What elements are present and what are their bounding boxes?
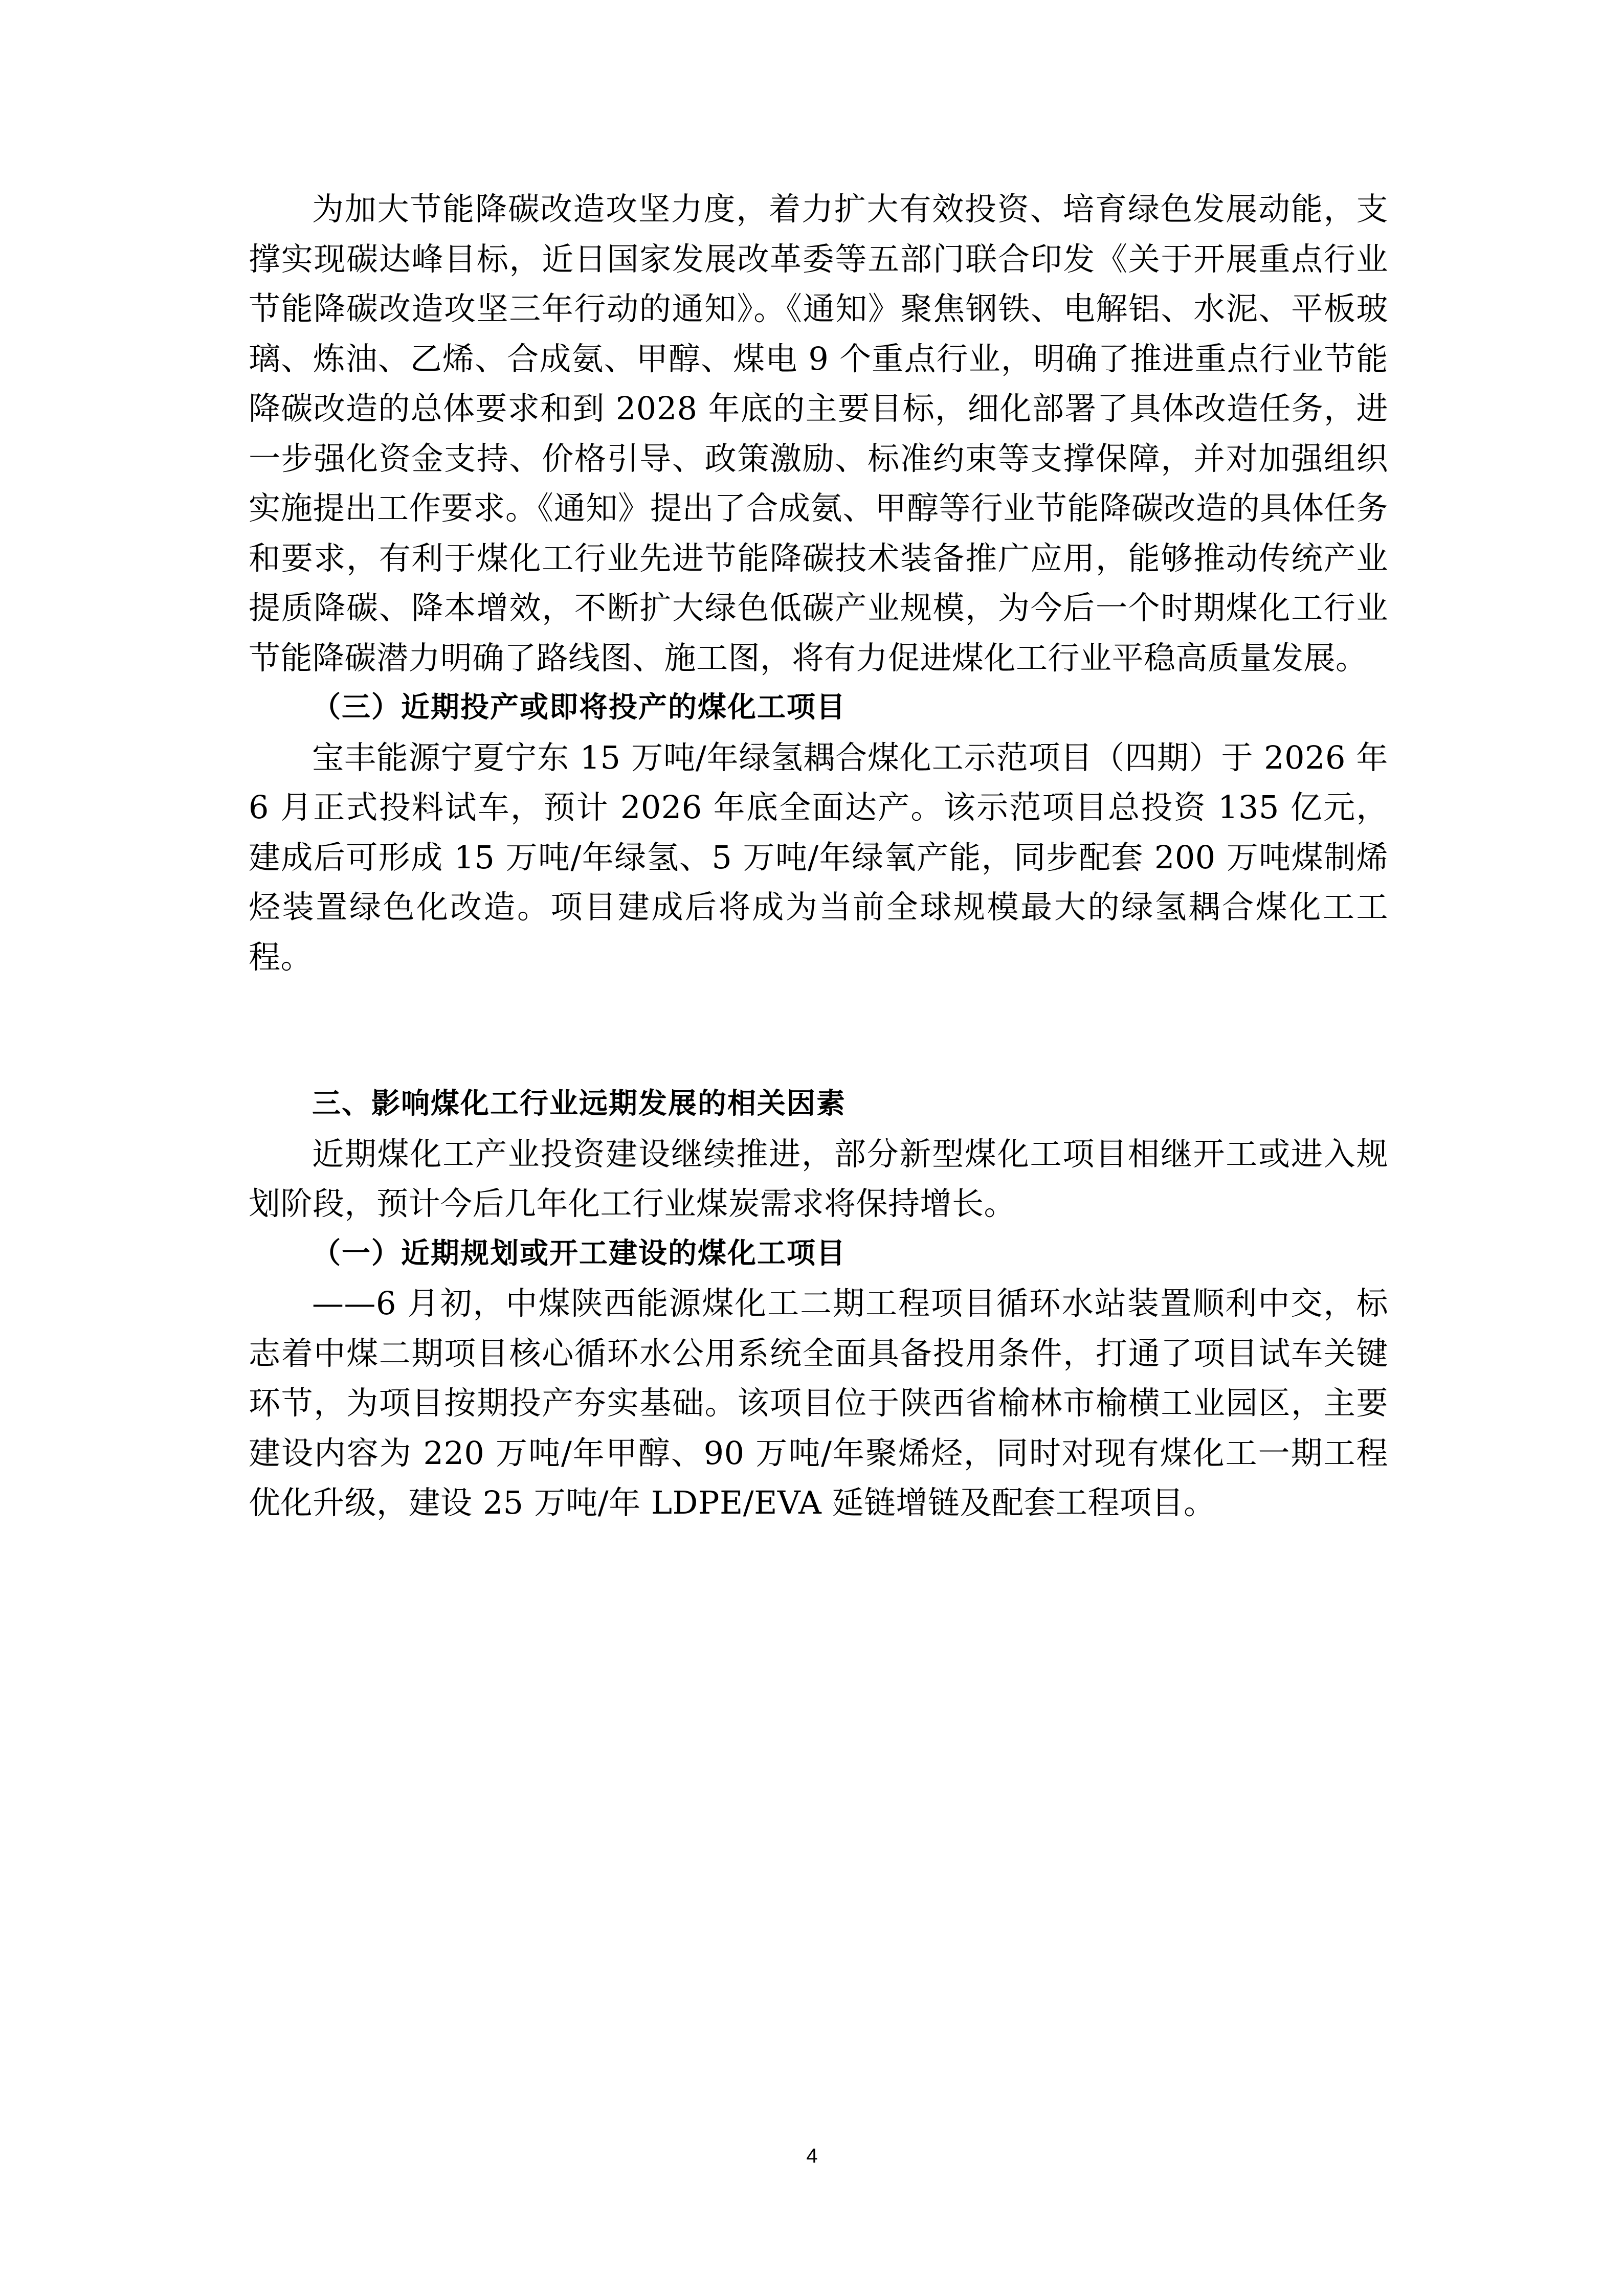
paragraph-zhongmei-project: ——6 月初，中煤陕西能源煤化工二期工程项目循环水站装置顺利中交，标志着中煤二期项目核心循环水公用系统全面具备投用条件，打通了项目试车关键环节，为项目按期投产夯实基础。该项目位于陕西省榆林市榆横工业园区，主要建设内容为 220 万吨/年甲醇、90 万吨/年聚烯烃，同时对现有煤化工一期工程优化升级，建设 25 万吨/年 LDPE/EVA 延链增链及配套工程项目。 [249,1285,1388,1521]
document-page [249,184,1388,1528]
paragraph-baofeng-project: 宝丰能源宁夏宁东 15 万吨/年绿氢耦合煤化工示范项目（四期）于 2026 年 6 月正式投料试车，预计 2026 年底全面达产。该示范项目总投资 135 亿元，建成后可形成 15 万吨/年绿氢、5 万吨/年绿氧产能，同步配套 200 万吨煤制烯烃装置绿色化改造。项目建成后将成为当前全球规模最大的绿氢耦合煤化工工程。 [249,738,1388,976]
paragraph-policy-notice: 为加大节能降碳改造攻坚力度，着力扩大有效投资、培育绿色发展动能，支撑实现碳达峰目标，近日国家发展改革委等五部门联合印发《关于开展重点行业节能降碳改造攻坚三年行动的通知》。《通知》聚焦钢铁、电解铝、水泥、平板玻璃、炼油、乙烯、合成氨、甲醇、煤电 9 个重点行业，明确了推进重点行业节能降碳改造的总体要求和到 2028 年底的主要目标，细化部署了具体改造任务，进一步强化资金支持、价格引导、政策激励、标准约束等支撑保障，并对加强组织实施提出工作要求。《通知》提出了合成氨、甲醇等行业节能降碳改造的具体任务和要求，有利于煤化工行业先进节能降碳技术装备推广应用，能够推动传统产业提质降碳、降本增效，不断扩大绿色低碳产业规模，为今后一个时期煤化工行业节能降碳潜力明确了路线图、施工图，将有力促进煤化工行业平稳高质量发展。 [249,190,1388,677]
section-spacer [249,982,1388,1079]
section-heading-planned-projects: （一）近期规划或开工建设的煤化工项目 [312,1236,846,1270]
paragraph-investment-outlook: 近期煤化工产业投资建设继续推进，部分新型煤化工项目相继开工或进入规划阶段，预计今后几年化工行业煤炭需求将保持增长。 [249,1135,1388,1222]
section-heading-long-term-factors: 三、影响煤化工行业远期发展的相关因素 [312,1087,846,1120]
section-heading-recent-projects: （三）近期投产或即将投产的煤化工项目 [312,691,846,724]
page-number: 4 [806,2145,818,2167]
